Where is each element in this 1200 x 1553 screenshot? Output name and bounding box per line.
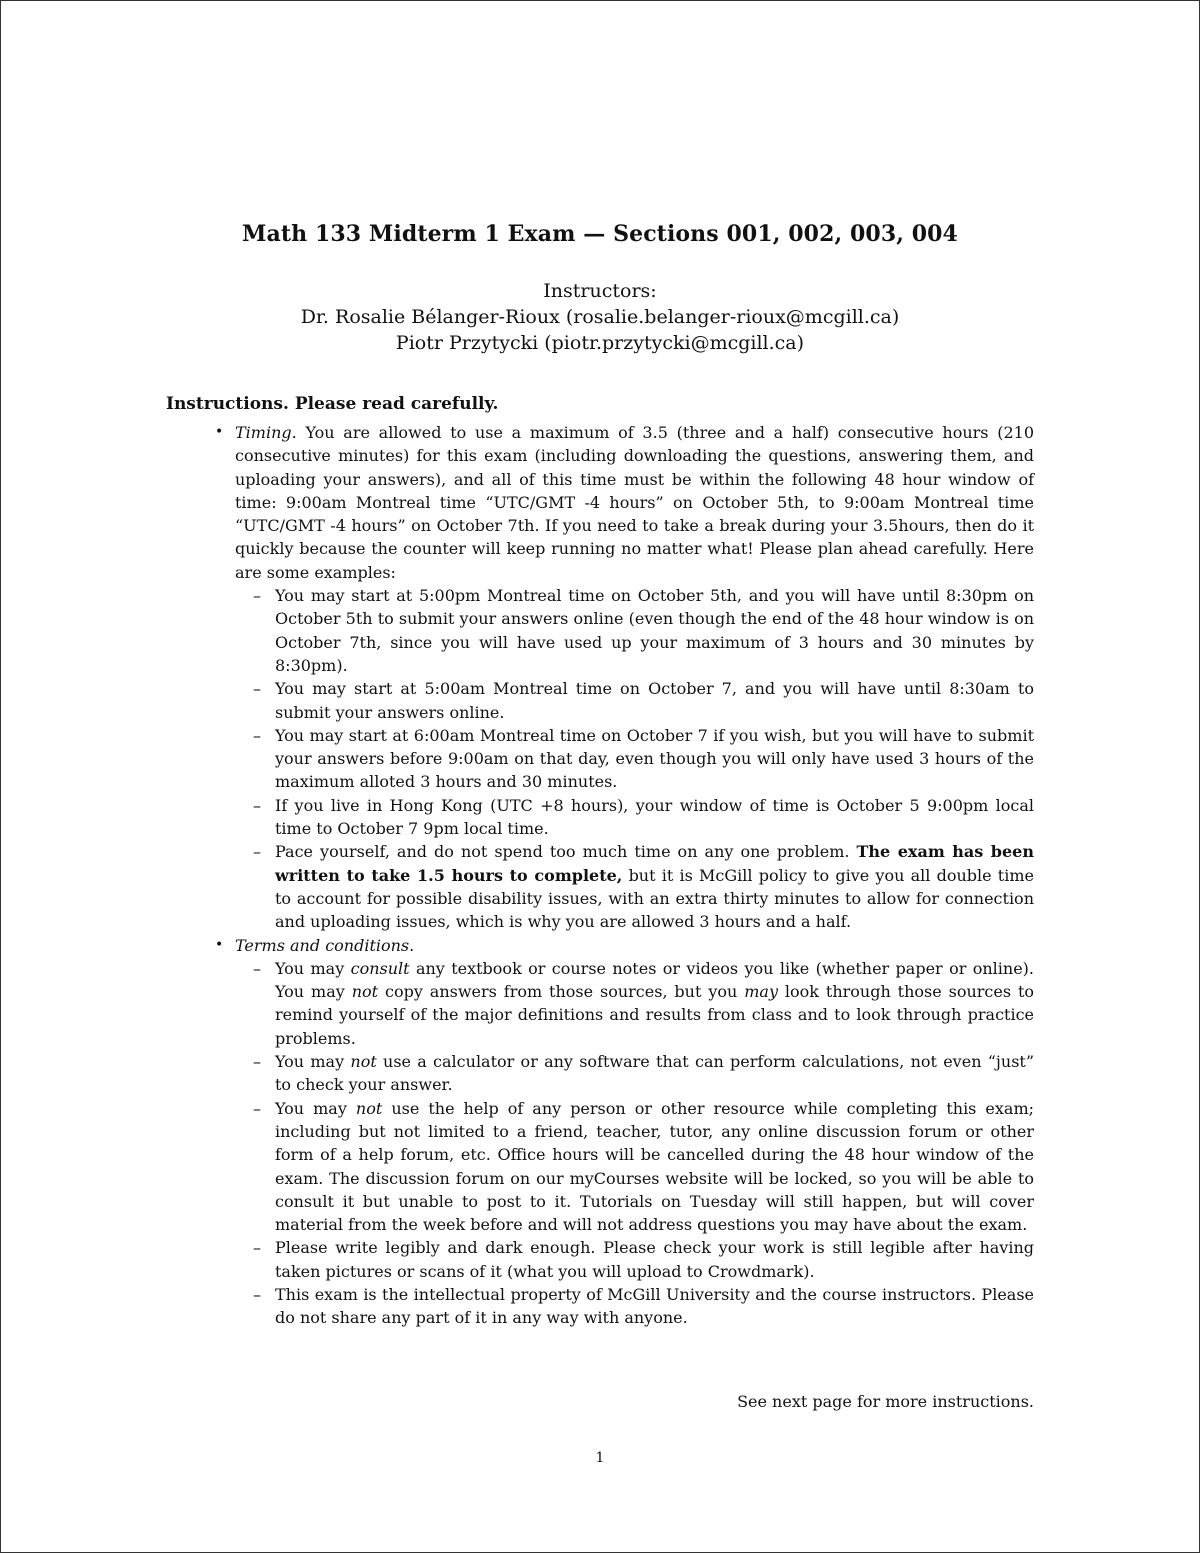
pace-text: Pace yourself, and do not spend too much time on any one problem. bbox=[275, 842, 850, 862]
list-item bbox=[253, 840, 1034, 933]
term-emphasis: not bbox=[350, 1052, 377, 1072]
list-item bbox=[253, 584, 1034, 677]
list-item bbox=[253, 677, 1034, 724]
terms-section bbox=[215, 934, 1035, 1330]
timing-section bbox=[215, 421, 1035, 934]
list-item bbox=[253, 957, 1035, 1050]
term-text: use the help of any person or other resource while completing this exam; including but not limited to a friend, teacher, tutor, any online discussion forum or other form of a help forum, etc. Office hours will be cancelled during the 48 hour window of the exam. The discussion forum on our myCourses website will be locked, so you will be able to consult it but unable to post to it. Tutorials on Tuesday will still happen, but will cover material from the week before and will not address questions you may have about the exam. bbox=[275, 1098, 1035, 1235]
instructions-heading: Instructions. Please read carefully. bbox=[166, 394, 499, 414]
dash-marker: – bbox=[253, 725, 261, 745]
term-text: look through those sources to remind yourself of the major definitions and results from class and to look through practice problems. bbox=[275, 982, 1035, 1048]
dash-marker: – bbox=[253, 795, 261, 815]
term-emphasis: not bbox=[351, 982, 379, 1002]
terms-paragraph bbox=[235, 934, 1034, 957]
example-text: You may start at 6:00am Montreal time on October 7 if you wish, but you will have to submit your answers before 9:00am on that day, even though you will only have used 3 hours of the maximum alloted 3 hours and 30 minutes. bbox=[275, 725, 1034, 792]
dash-marker: – bbox=[253, 958, 261, 978]
term-text: Please write legibly and dark enough. Please check your work is still legible after having taken pictures or scans of it (what you will upload to Crowdmark). bbox=[275, 1238, 1034, 1281]
term-text: This exam is the intellectual property of McGill University and the course instructors. Please do not share any part of it in any way with anyone. bbox=[275, 1284, 1034, 1328]
timing-paragraph bbox=[235, 421, 1034, 584]
term-text: use a calculator or any software that can perform calculations, not even “just” to check your answer. bbox=[275, 1052, 1035, 1095]
dash-marker: – bbox=[253, 842, 261, 862]
list-item bbox=[253, 1050, 1035, 1097]
terms-list bbox=[235, 957, 1034, 1330]
example-text: You may start at 5:00pm Montreal time on October 5th, and you will have until 8:30pm on October 5th to submit your answers online (even though the end of the 48 hour window is on October 7th, since you will have used up your maximum of 3 hours and 30 minutes by 8:30pm). bbox=[275, 586, 1034, 675]
exam-title: Math 133 Midterm 1 Exam — Sections 001, 002, 003, 004 bbox=[242, 221, 958, 247]
bullet-marker: • bbox=[215, 936, 224, 953]
dash-marker: – bbox=[253, 586, 261, 606]
instructions-list bbox=[166, 421, 1034, 1330]
instructions-content bbox=[166, 421, 1034, 1330]
dash-marker: – bbox=[253, 679, 261, 699]
list-item bbox=[253, 1283, 1034, 1330]
timing-examples bbox=[235, 584, 1034, 933]
instructor-1: Dr. Rosalie Bélanger-Rioux (rosalie.belanger-rioux@mcgill.ca) bbox=[300, 306, 900, 328]
term-text: You may bbox=[275, 1052, 345, 1072]
term-text: You may bbox=[275, 958, 345, 978]
dash-marker: – bbox=[253, 1238, 261, 1258]
term-text: copy answers from those sources, but you bbox=[385, 982, 738, 1002]
term-emphasis: may bbox=[744, 982, 778, 1002]
instructors-label: Instructors: bbox=[543, 280, 657, 302]
dash-marker: – bbox=[253, 1284, 261, 1304]
term-emphasis: not bbox=[355, 1098, 383, 1118]
example-text: You may start at 5:00am Montreal time on October 7, and you will have until 8:30am to submit your answers online. bbox=[275, 679, 1034, 722]
next-page-note: See next page for more instructions. bbox=[737, 1392, 1034, 1411]
timing-text: You are allowed to use a maximum of 3.5 (three and a half) consecutive hours (210 consecutive minutes) for this exam (including downloading the questions, answering them, and uploading your answers), and all of this time must be within the following 48 hour window of time: 9:00am Montreal time “UTC/GMT -4 hours” on October 5th, to 9:00am Montreal time “UTC/GMT -4 hours” on October 7th. If you need to take a break during your 3.5hours, then do it quickly because the counter will keep running no matter what! Please plan ahead carefully. Here are some examples: bbox=[235, 423, 1035, 582]
term-emphasis: consult bbox=[350, 958, 410, 978]
pace-text-after: but it is McGill policy to give you all double time to account for possible disability issues, with an extra thirty minutes to allow for connection and uploading issues, which is why you are allowed 3 hours and a half. bbox=[275, 865, 1034, 932]
dash-marker: – bbox=[253, 1052, 261, 1072]
page-number: 1 bbox=[595, 1450, 605, 1466]
instructors-block bbox=[0, 278, 1200, 356]
list-item bbox=[253, 1097, 1035, 1237]
bullet-marker: • bbox=[215, 424, 224, 440]
list-item bbox=[253, 724, 1034, 794]
term-text: any textbook or course notes or videos you like (whether paper or online). You may bbox=[275, 958, 1034, 1002]
instructor-2: Piotr Przytycki (piotr.przytycki@mcgill.ca) bbox=[395, 332, 805, 354]
pace-bold-text: The exam has been written to take 1.5 hours to complete, bbox=[275, 842, 1034, 885]
dash-marker: – bbox=[253, 1098, 261, 1118]
list-item bbox=[253, 1236, 1034, 1283]
terms-label: Terms and conditions. bbox=[235, 935, 415, 955]
example-text: If you live in Hong Kong (UTC +8 hours), your window of time is October 5 9:00pm local time to October 7 9pm local time. bbox=[275, 795, 1034, 839]
term-text: You may bbox=[275, 1098, 347, 1118]
list-item bbox=[253, 794, 1034, 841]
timing-label: Timing. bbox=[235, 423, 297, 442]
